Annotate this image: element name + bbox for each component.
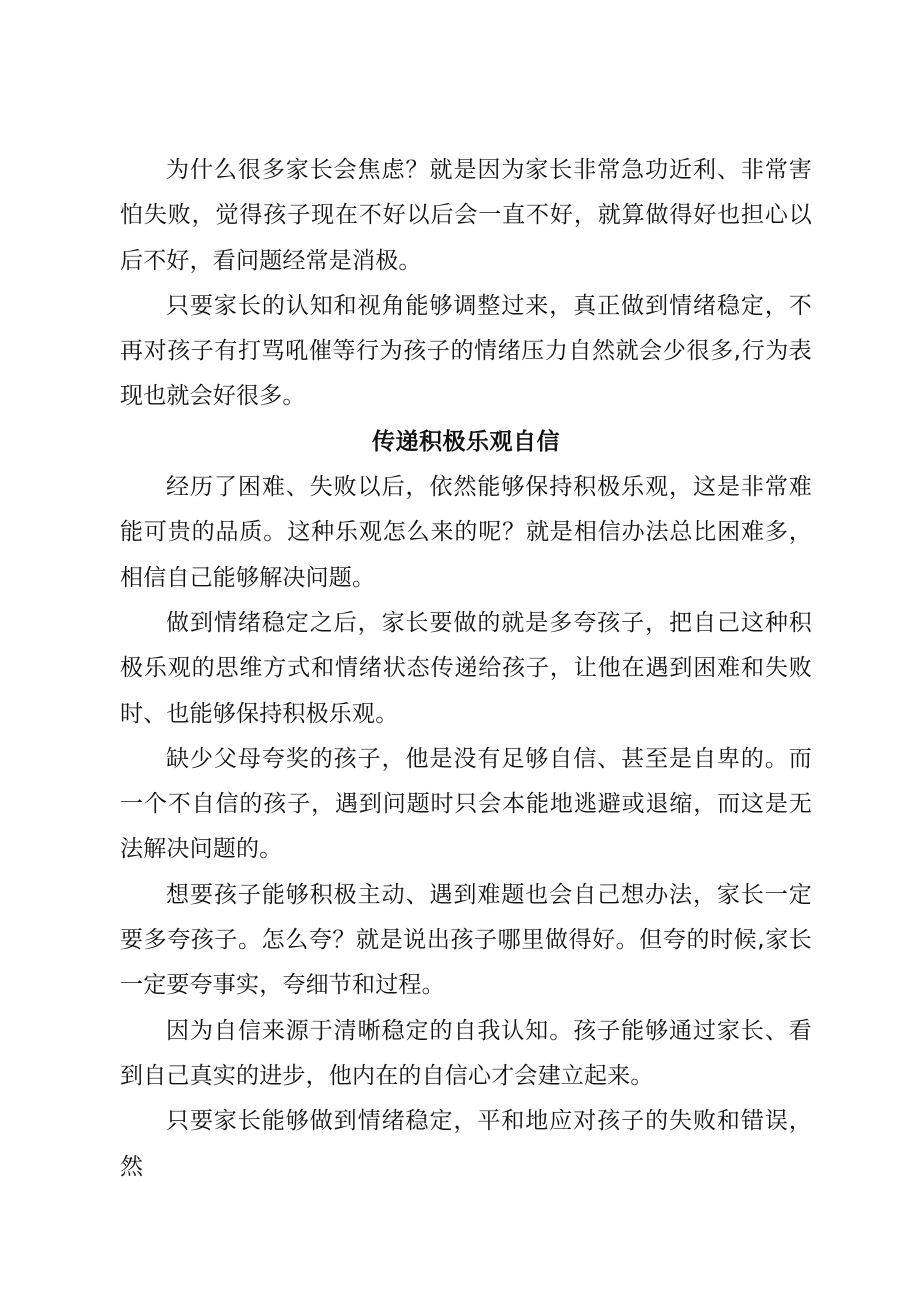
paragraph-emotional-stability: 只要家长的认知和视角能够调整过来，真正做到情绪稳定，不再对孩子有打骂吼催等行为孩子的情绪压力自然就会少很多,行为表现也就会好很多。 <box>120 292 812 410</box>
paragraph-optimism: 经历了困难、失败以后，依然能够保持积极乐观，这是非常难能可贵的品质。这种乐观怎么来的呢？就是相信办法总比困难多，相信自己能够解决问题。 <box>120 474 812 591</box>
section-heading: 传递积极乐观自信 <box>372 428 560 455</box>
paragraph-self-confidence: 因为自信来源于清晰稳定的自我认知。孩子能够通过家长、看到自己真实的进步，他内在的自信心才会建立起来。 <box>120 1017 812 1089</box>
paragraph-lack-of-praise: 缺少父母夸奖的孩子，他是没有足够自信、甚至是自卑的。而一个不自信的孩子，遇到问题时只会本能地逃避或退缩，而这是无法解决问题的。 <box>120 745 812 863</box>
paragraph-anxiety: 为什么很多家长会焦虑？就是因为家长非常急功近利、非常害怕失败，觉得孩子现在不好以后会一直不好，就算做得好也担心以后不好，看问题经常是消极。 <box>120 157 812 274</box>
paragraph-how-to-praise: 想要孩子能够积极主动、遇到难题也会自己想办法，家长一定要多夸孩子。怎么夸？就是说出孩子哪里做得好。但夸的时候,家长一定要夸事实，夸细节和过程。 <box>120 881 812 999</box>
paragraph-continuation: 只要家长能够做到情绪稳定，平和地应对孩子的失败和错误，然 <box>120 1108 812 1180</box>
document-body <box>120 148 812 1190</box>
paragraph-praise-children: 做到情绪稳定之后，家长要做的就是多夸孩子，把自己这种积极乐观的思维方式和情绪状态传递给孩子，让他在遇到困难和失败时、也能够保持积极乐观。 <box>120 609 812 727</box>
